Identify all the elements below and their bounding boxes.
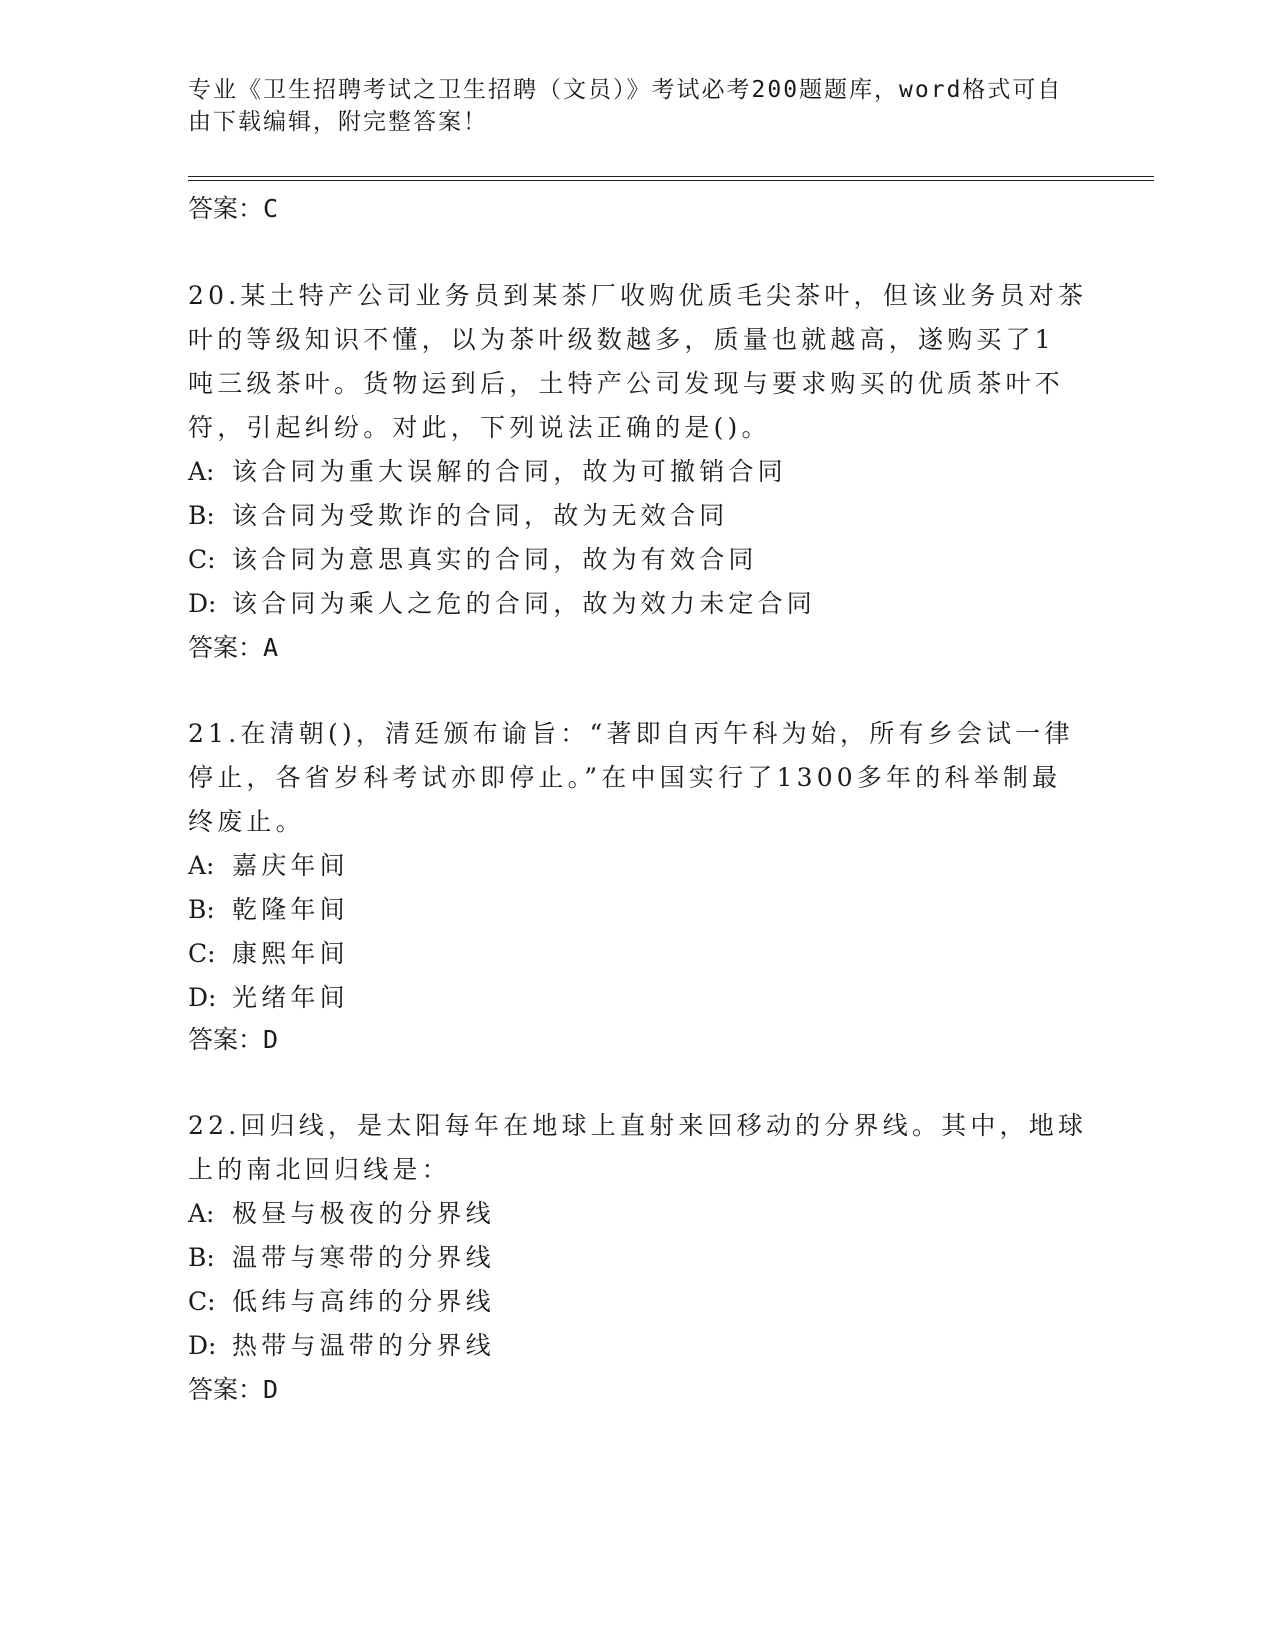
question-text-line: 20.某土特产公司业务员到某茶厂收购优质毛尖茶叶，但该业务员对茶 [188,281,1088,310]
option-b [188,1240,495,1276]
header-divider-bottom [188,180,1154,181]
option-d [188,1328,495,1364]
option-key: D: [188,1331,217,1360]
option-key: A: [188,1199,215,1228]
option-a [188,1196,495,1232]
option-key: B: [188,501,215,530]
option-a [188,848,349,884]
option-a [188,454,787,490]
option-text: 该合同为重大误解的合同，故为可撤销合同 [232,457,787,486]
option-b [188,498,728,534]
option-key: B: [188,1243,215,1272]
answer-value: D [263,1375,279,1404]
answer-line [188,191,278,227]
option-text: 低纬与高纬的分界线 [232,1287,495,1316]
option-text: 该合同为受欺诈的合同，故为无效合同 [232,501,729,530]
answer-label: 答案： [188,194,264,223]
option-key: C: [188,545,216,574]
option-key: D: [188,983,217,1012]
option-key: B: [188,895,215,924]
question-text-line: 21.在清朝()，清廷颁布谕旨：“著即自丙午科为始，所有乡会试一律 [188,719,1074,748]
question-text-line: 终废止。 [188,807,305,836]
header-title-line-1: 专业《卫生招聘考试之卫生招聘（文员）》考试必考200题题库，word格式可自 [188,77,1063,103]
header-divider-top [188,176,1154,177]
option-text: 该合同为意思真实的合同，故为有效合同 [232,545,758,574]
option-key: C: [188,939,216,968]
option-c [188,1284,495,1320]
answer-value: A [263,633,279,662]
answer-line [188,630,278,666]
option-key: A: [188,851,215,880]
question-text-line: 叶的等级知识不懂，以为茶叶级数越多，质量也就越高，遂购买了1 [188,325,1055,354]
answer-label: 答案： [188,1025,264,1054]
answer-line [188,1372,278,1408]
option-text: 该合同为乘人之危的合同，故为效力未定合同 [232,589,817,618]
question-text-line: 停止，各省岁科考试亦即停止。”在中国实行了1300多年的科举制最 [188,763,1062,792]
option-text: 极昼与极夜的分界线 [232,1199,495,1228]
option-d [188,586,816,622]
option-d [188,980,349,1016]
question-text-line: 吨三级茶叶。货物运到后，土特产公司发现与要求购买的优质茶叶不 [188,369,1065,398]
option-text: 光绪年间 [232,983,349,1012]
option-text: 热带与温带的分界线 [232,1331,495,1360]
answer-line [188,1022,278,1058]
option-key: A: [188,457,215,486]
answer-label: 答案： [188,1375,264,1404]
answer-value: D [263,1025,279,1054]
header-title-line-2: 由下载编辑，附完整答案！ [188,109,488,135]
question-text-line: 22.回归线，是太阳每年在地球上直射来回移动的分界线。其中，地球 [188,1111,1088,1140]
option-c [188,542,758,578]
answer-value: C [263,194,279,223]
question-text-line: 上的南北回归线是： [188,1155,451,1184]
option-text: 康熙年间 [232,939,349,968]
option-c [188,936,349,972]
option-text: 乾隆年间 [232,895,349,924]
question-text-line: 符，引起纠纷。对此，下列说法正确的是()。 [188,413,771,442]
answer-label: 答案： [188,633,264,662]
option-key: D: [188,589,217,618]
option-text: 嘉庆年间 [232,851,349,880]
option-key: C: [188,1287,216,1316]
option-text: 温带与寒带的分界线 [232,1243,495,1272]
option-b [188,892,349,928]
